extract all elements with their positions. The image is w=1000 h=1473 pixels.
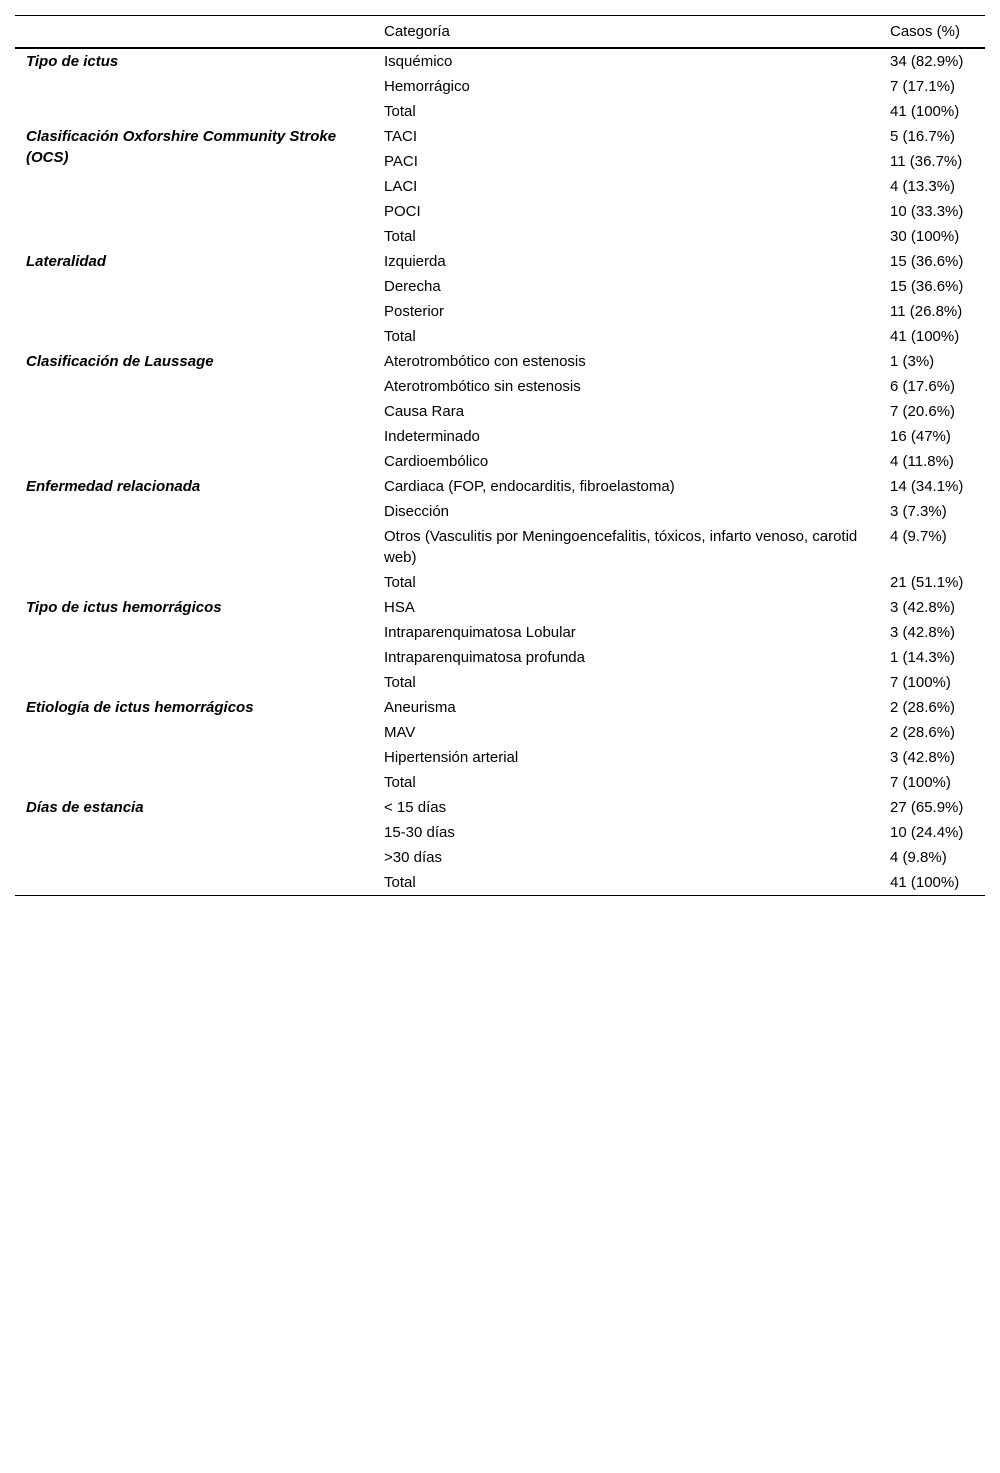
cases-cell: 4 (13.3%) (890, 178, 956, 195)
category-cell: Indeterminado (384, 428, 480, 445)
header-row (15, 16, 985, 49)
category-cell: POCI (384, 203, 421, 220)
category-cell: Total (384, 774, 416, 791)
cases-cell: 41 (100%) (890, 328, 960, 345)
table-row (15, 349, 985, 374)
cases-cell: 10 (24.4%) (890, 824, 964, 841)
category-cell: Hipertensión arterial (384, 749, 519, 766)
cases-cell: 7 (100%) (890, 774, 951, 791)
cases-cell: 30 (100%) (890, 228, 960, 245)
cases-cell: 1 (3%) (890, 353, 935, 370)
group-label: Clasificación de Laussage (26, 353, 214, 370)
category-cell: Cardioembólico (384, 453, 489, 470)
cases-cell: 34 (82.9%) (890, 53, 964, 70)
cases-cell: 3 (42.8%) (890, 599, 956, 616)
cases-cell: 21 (51.1%) (890, 574, 964, 591)
group-label: Lateralidad (26, 253, 107, 270)
table-row (15, 474, 985, 499)
category-cell: >30 días (384, 849, 442, 866)
cases-cell: 11 (26.8%) (890, 303, 963, 320)
cases-cell: 3 (42.8%) (890, 624, 956, 641)
cases-cell: 4 (9.7%) (890, 528, 947, 545)
category-cell: 15-30 días (384, 824, 455, 841)
table-row (15, 595, 985, 620)
category-cell: Aneurisma (384, 699, 456, 716)
cases-cell: 15 (36.6%) (890, 253, 964, 270)
category-cell: LACI (384, 178, 418, 195)
cases-cell: 14 (34.1%) (890, 478, 964, 495)
category-cell: Izquierda (384, 253, 446, 270)
cases-cell: 4 (9.8%) (890, 849, 947, 866)
cases-cell: 4 (11.8%) (890, 453, 954, 470)
cases-cell: 2 (28.6%) (890, 699, 956, 716)
cases-cell: 3 (7.3%) (890, 503, 947, 520)
cases-cell: 2 (28.6%) (890, 724, 956, 741)
table-row (15, 795, 985, 820)
stroke-cases-table (15, 15, 985, 896)
category-cell: Otros (Vasculitis por Meningoencefalitis, tóxicos, infarto venoso, carotid web) (384, 528, 858, 566)
category-cell: HSA (384, 599, 415, 616)
table-header (15, 16, 985, 49)
cases-cell: 3 (42.8%) (890, 749, 956, 766)
group-label: Enfermedad relacionada (26, 478, 201, 495)
cases-cell: 16 (47%) (890, 428, 951, 445)
category-cell: Posterior (384, 303, 445, 320)
category-cell: Total (384, 328, 416, 345)
table-row (15, 249, 985, 274)
category-cell: Cardiaca (FOP, endocarditis, fibroelastoma) (384, 478, 675, 495)
category-cell: Hemorrágico (384, 78, 470, 95)
header-category-cell: Categoría (384, 23, 450, 40)
cases-cell: 1 (14.3%) (890, 649, 956, 666)
category-cell: Intraparenquimatosa profunda (384, 649, 585, 666)
cases-cell: 27 (65.9%) (890, 799, 964, 816)
category-cell: MAV (384, 724, 416, 741)
cases-cell: 7 (100%) (890, 674, 951, 691)
cases-cell: 7 (17.1%) (890, 78, 956, 95)
cases-cell: 11 (36.7%) (890, 153, 963, 170)
group-label: Tipo de ictus (26, 53, 119, 70)
group-label: Etiología de ictus hemorrágicos (26, 699, 254, 716)
category-cell: Aterotrombótico con estenosis (384, 353, 586, 370)
category-cell: < 15 días (384, 799, 447, 816)
cases-cell: 41 (100%) (890, 103, 960, 120)
group-label: Tipo de ictus hemorrágicos (26, 599, 222, 616)
category-cell: Total (384, 874, 416, 891)
category-cell: Total (384, 674, 416, 691)
category-cell: Aterotrombótico sin estenosis (384, 378, 581, 395)
category-cell: Causa Rara (384, 403, 465, 420)
group-label: Clasificación Oxforshire Community Stroke (OCS) (26, 128, 337, 166)
category-cell: TACI (384, 128, 418, 145)
cases-cell: 6 (17.6%) (890, 378, 956, 395)
cases-cell: 15 (36.6%) (890, 278, 964, 295)
cases-cell: 41 (100%) (890, 874, 960, 891)
table-row (15, 48, 985, 74)
table-row (15, 124, 985, 149)
group-label: Días de estancia (26, 799, 144, 816)
table-body (15, 48, 985, 896)
table-row (15, 695, 985, 720)
category-cell: Intraparenquimatosa Lobular (384, 624, 576, 641)
header-cases-cell: Casos (%) (890, 23, 961, 40)
category-cell: Total (384, 574, 416, 591)
category-cell: Isquémico (384, 53, 453, 70)
data-table-container (15, 15, 985, 896)
cases-cell: 7 (20.6%) (890, 403, 956, 420)
cases-cell: 10 (33.3%) (890, 203, 964, 220)
category-cell: Total (384, 103, 416, 120)
header-group-cell (15, 16, 373, 49)
category-cell: PACI (384, 153, 418, 170)
category-cell: Disección (384, 503, 450, 520)
cases-cell: 5 (16.7%) (890, 128, 956, 145)
category-cell: Total (384, 228, 416, 245)
category-cell: Derecha (384, 278, 441, 295)
